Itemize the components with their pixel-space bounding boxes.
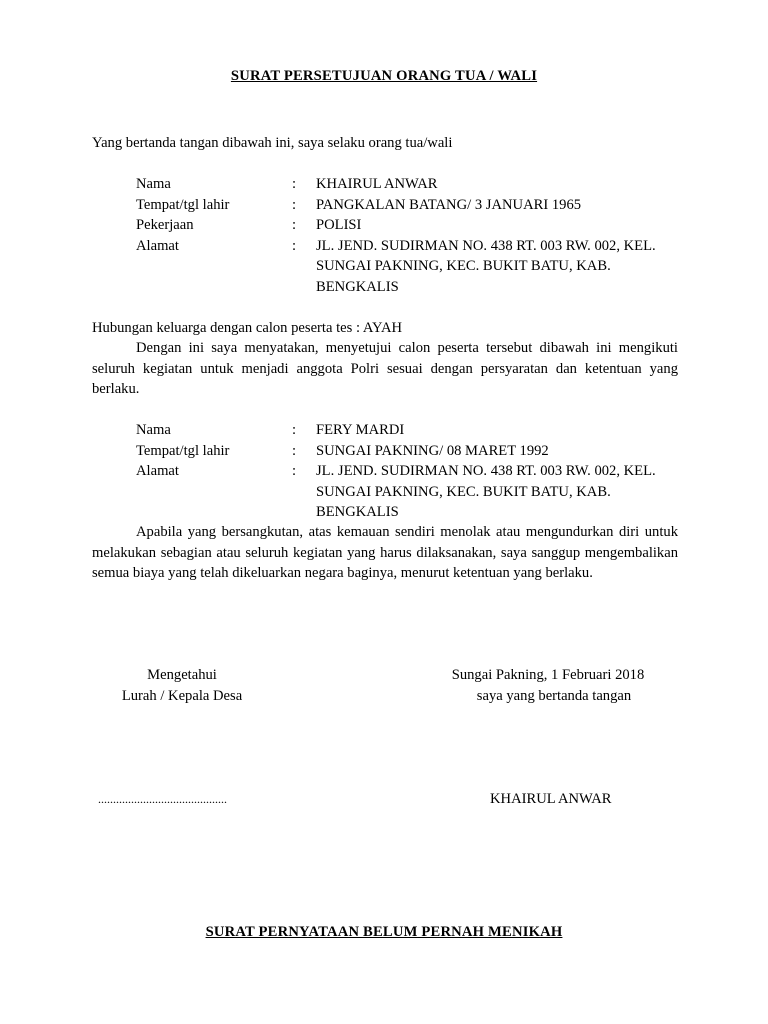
guardian-row-occupation [136, 215, 696, 236]
field-separator: : [292, 422, 297, 438]
signature-placeholder-line: ........................................... [98, 792, 227, 806]
candidate-row-address [136, 461, 696, 523]
field-label: Alamat [136, 463, 179, 479]
field-label: Pekerjaan [136, 217, 194, 233]
field-value: JL. JEND. SUDIRMAN NO. 438 RT. 003 RW. 002, KEL. SUNGAI PAKNING, KEC. BUKIT BATU, KAB. BENGKALIS [316, 463, 656, 520]
candidate-row-name [136, 420, 696, 441]
field-separator: : [292, 237, 297, 254]
field-separator: : [292, 196, 297, 213]
field-label: Nama [136, 422, 171, 438]
relationship-text: Hubungan keluarga dengan calon peserta tes : AYAH [92, 320, 403, 336]
field-value: PANGKALAN BATANG/ 3 JANUARI 1965 [316, 196, 582, 213]
field-label: Tempat/tgl lahir [136, 442, 230, 459]
guardian-row-address [136, 236, 696, 298]
village-head-label: Lurah / Kepala Desa [121, 687, 243, 704]
candidate-row-birth [136, 441, 696, 462]
consent-text: Dengan ini saya menyatakan, menyetujui calon peserta tersebut dibawah ini mengikuti seluruh kegiatan untuk menjadi anggota Polri sesuai dengan persyaratan dan ketentuan yang berlaku. [92, 340, 678, 397]
signer-role: saya yang bertanda tangan [476, 687, 632, 704]
field-separator: : [292, 217, 297, 233]
field-value: JL. JEND. SUDIRMAN NO. 438 RT. 003 RW. 002, KEL. SUNGAI PAKNING, KEC. BUKIT BATU, KAB. BENGKALIS [316, 237, 656, 295]
warning-paragraph [92, 522, 678, 584]
field-value: FERY MARDI [316, 422, 405, 438]
place-date: Sungai Pakning, 1 Februari 2018 [451, 667, 645, 683]
next-document-title: SURAT PERNYATAAN BELUM PERNAH MENIKAH [205, 924, 563, 940]
candidate-identity-table [136, 420, 696, 523]
field-value: KHAIRUL ANWAR [316, 176, 438, 192]
consent-paragraph [92, 338, 678, 400]
field-value: SUNGAI PAKNING/ 08 MARET 1992 [316, 442, 549, 459]
signer-name: KHAIRUL ANWAR [490, 791, 612, 807]
acknowledge-label: Mengetahui [147, 667, 217, 683]
field-label: Nama [136, 176, 171, 192]
field-separator: : [292, 176, 297, 192]
field-label: Tempat/tgl lahir [136, 196, 230, 213]
guardian-row-name [136, 174, 696, 195]
field-separator: : [292, 442, 297, 459]
signature-block-right [438, 665, 658, 706]
field-value: POLISI [316, 217, 362, 233]
warning-text: Apabila yang bersangkutan, atas kemauan sendiri menolak atau mengundurkan diri untuk melakukan sebagian atau seluruh kegiatan yang harus dilaksanakan, saya sanggup mengembalikan semua biaya yang telah dikeluarkan negara baginya, menurut ketentuan yang berlaku. [92, 524, 678, 581]
guardian-identity-table [136, 174, 696, 297]
field-label: Alamat [136, 237, 179, 254]
guardian-row-birth [136, 195, 696, 216]
signature-block-left [92, 665, 272, 706]
document-title: SURAT PERSETUJUAN ORANG TUA / WALI [230, 68, 538, 84]
field-separator: : [292, 463, 297, 479]
intro-text: Yang bertanda tangan dibawah ini, saya selaku orang tua/wali [92, 135, 453, 151]
